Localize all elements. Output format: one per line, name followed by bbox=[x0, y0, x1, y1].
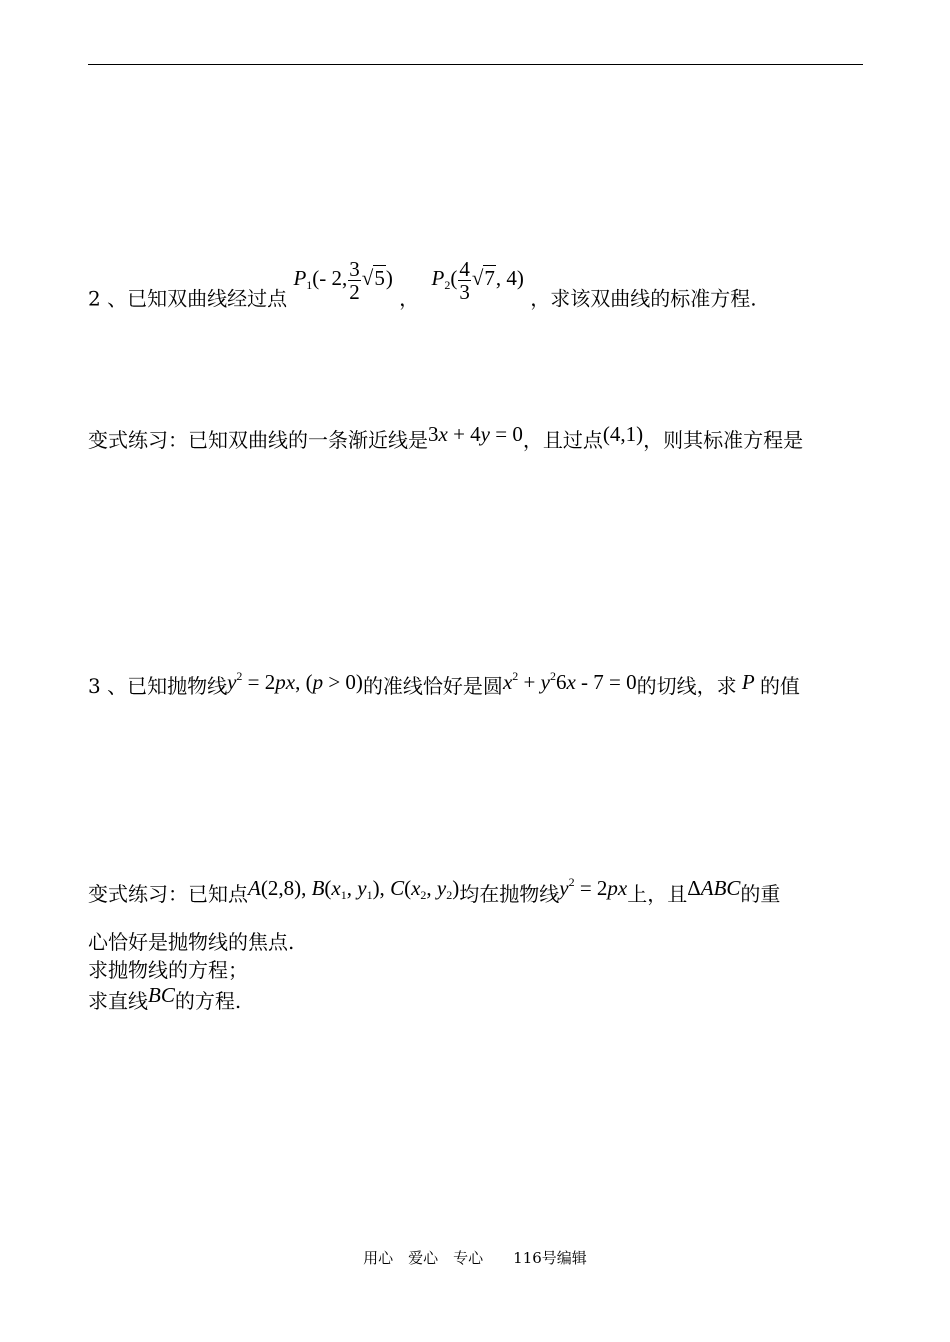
variant-2-line-3: 求抛物线的方程； bbox=[88, 958, 248, 982]
parabola-equation: $y^2 = 2px$, (p > 0) bbox=[227, 669, 363, 694]
variant-2-line-2: 心恰好是抛物线的焦点. bbox=[88, 930, 295, 954]
problem-2-prefix: 2 、已知双曲线经过点 bbox=[88, 286, 288, 311]
point-p1: $P_1(-$ 2, $\frac{3}{2}$ √5) bbox=[293, 257, 393, 304]
variant-1-prefix: 变式练习：已知双曲线的一条渐近线是 bbox=[88, 428, 428, 452]
variable-p: P bbox=[741, 670, 755, 694]
line-bc: BC bbox=[148, 983, 175, 1007]
variant-2-mid2: 上，且 bbox=[627, 882, 688, 906]
variant-2-prefix: 变式练习：已知点 bbox=[88, 882, 248, 906]
problem-3-suffix: 的值 bbox=[759, 674, 800, 698]
variant-2-line-4 bbox=[88, 983, 242, 1013]
variant-1-mid: ，且过点 bbox=[522, 428, 603, 452]
page-footer: 用心 爱心 专心 116号编辑 bbox=[363, 1249, 587, 1267]
problem-2-suffix: ，求该双曲线的标准方程. bbox=[530, 286, 757, 311]
variant-2-suffix: 的重 bbox=[740, 882, 781, 906]
problem-3 bbox=[88, 668, 800, 698]
problem-3-mid: 的准线恰好是圆 bbox=[362, 674, 503, 698]
problem-3-prefix: 3 、已知抛物线 bbox=[88, 674, 228, 698]
circle-equation: $x^2 + y^26x - 7 = 0$ bbox=[502, 669, 637, 694]
variant-1 bbox=[88, 422, 804, 452]
variant-1-suffix: ，则其标准方程是 bbox=[643, 428, 804, 452]
points-abc: A(2,8), $B(x_1$, $y_1$), $C(x_2$, $y_2$) bbox=[248, 876, 460, 902]
variant-2-line-4-suffix: 的方程. bbox=[174, 989, 242, 1013]
parabola-equation-2: $y^2 = 2px$ bbox=[559, 875, 628, 900]
triangle-abc: ΔABC bbox=[687, 876, 741, 900]
point-p2: $P_2$( $\frac{4}{3}$ √7, 4) bbox=[431, 257, 524, 304]
variant-2-mid: 均在抛物线 bbox=[459, 882, 560, 906]
problem-3-mid2: 的切线，求 bbox=[636, 674, 737, 698]
variant-2 bbox=[88, 876, 780, 913]
variant-2-line-4-prefix: 求直线 bbox=[88, 989, 148, 1013]
header-rule bbox=[88, 64, 863, 65]
problem-2 bbox=[88, 257, 757, 323]
asymptote-equation: 3x + 4y = 0 bbox=[428, 422, 523, 446]
problem-2-comma: ， bbox=[399, 286, 420, 311]
point-4-1: (4,1) bbox=[602, 422, 644, 446]
